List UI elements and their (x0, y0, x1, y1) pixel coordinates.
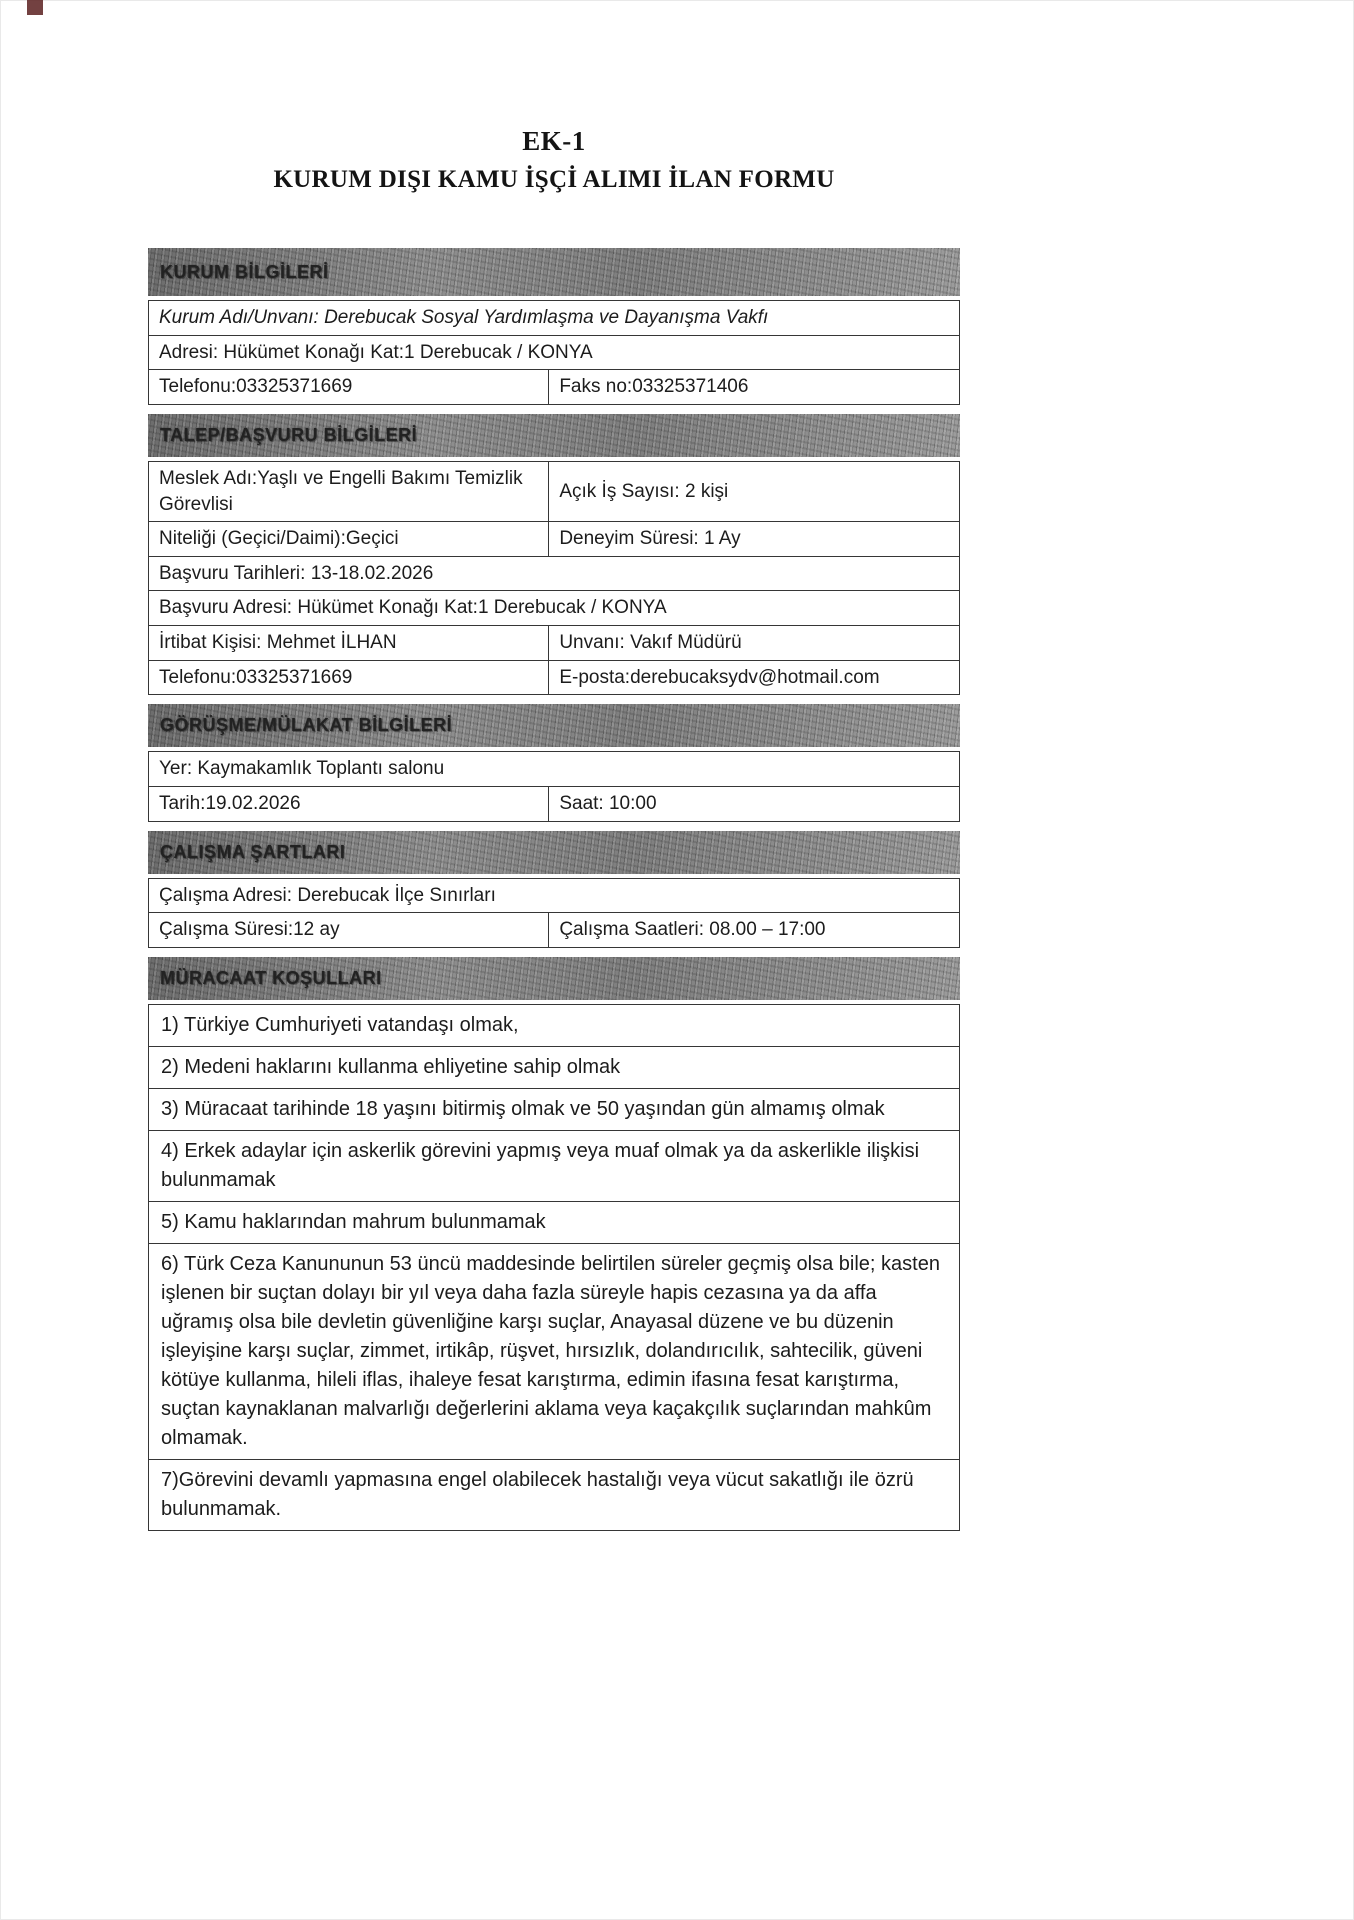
kurum-adi-cell: Kurum Adı/Unvanı: Derebucak Sosyal Yardımlaşma ve Dayanışma Vakfı (159, 307, 769, 328)
table-row (149, 752, 959, 787)
list-item: 4) Erkek adaylar için askerlik görevini yapmış veya muaf olmak ya da askerlikle ilişkisi bulunmamak (149, 1131, 959, 1202)
title-block (148, 126, 960, 194)
scan-artifact-mark (27, 0, 43, 15)
section-header-kurum-bilgileri: KURUM BİLGİLERİ (148, 248, 960, 296)
table-row (149, 522, 959, 557)
yer-cell: Yer: Kaymakamlık Toplantı salonu (159, 758, 445, 780)
meslek-adi-cell: Meslek Adı:Yaşlı ve Engelli Bakımı Temizlik Görevlisi (159, 467, 523, 515)
basvuru-tarihleri-cell: Başvuru Tarihleri: 13-18.02.2026 (159, 562, 434, 584)
adres-cell: Adresi: Hükümet Konağı Kat:1 Derebucak / KONYA (159, 341, 593, 363)
section-header-calisma-sartlari: ÇALIŞMA ŞARTLARI (148, 831, 960, 874)
form-table (148, 248, 960, 1531)
form-code: EK-1 (522, 126, 586, 156)
saat-cell: Saat: 10:00 (548, 787, 959, 821)
table-row (149, 462, 959, 522)
calisma-adresi-cell: Çalışma Adresi: Derebucak İlçe Sınırları (159, 884, 496, 906)
kurum-bilgileri-section (148, 300, 960, 405)
section-header-talep-basvuru: TALEP/BAŞVURU BİLGİLERİ (148, 414, 960, 457)
gorusme-mulakat-section (148, 751, 960, 821)
muracaat-kosullari-section (148, 1004, 960, 1531)
list-item: 6) Türk Ceza Kanununun 53 üncü maddesinde belirtilen süreler geçmiş olsa bile; kasten işlenen bir suçtan dolayı bir yıl veya daha fazla süreyle hapis cezasına ya da affa uğramış olsa bile devletin güvenliğine karşı suçlar, Anayasal düzene ve bu düzenin işleyişine karşı suçlar, zimmet, irtikâp, rüşvet, hırsızlık, dolandırıcılık, sahtecilik, güveni kötüye kullanma, hileli iflas, ihaleye fesat karıştırma, edimin ifasına fesat karıştırma, suçtan kaynaklanan malvarlığı değerlerini aklama veya kaçakçılık suçlarından mahkûm olmamak. (149, 1244, 959, 1460)
table-row (149, 370, 959, 404)
section-header-gorusme-mulakat: GÖRÜŞME/MÜLAKAT BİLGİLERİ (148, 704, 960, 747)
table-row (149, 336, 959, 371)
faks-cell: Faks no:03325371406 (548, 370, 959, 404)
table-row (149, 301, 959, 336)
table-row (149, 787, 959, 821)
table-row (149, 661, 959, 695)
tarih-cell: Tarih:19.02.2026 (159, 793, 301, 815)
deneyim-suresi-cell: Deneyim Süresi: 1 Ay (548, 522, 959, 556)
table-row (149, 557, 959, 592)
telefon-cell: Telefonu:03325371669 (159, 376, 353, 398)
list-item: 1) Türkiye Cumhuriyeti vatandaşı olmak, (149, 1005, 959, 1047)
eposta-cell: E-posta:derebucaksydv@hotmail.com (548, 661, 959, 695)
telefon-cell: Telefonu:03325371669 (159, 666, 353, 688)
list-item: 5) Kamu haklarından mahrum bulunmamak (149, 1202, 959, 1244)
list-item: 7)Görevini devamlı yapmasına engel olabilecek hastalığı veya vücut sakatlığı ile özrü bulunmamak. (161, 1468, 914, 1520)
calisma-saatleri-cell: Çalışma Saatleri: 08.00 – 17:00 (548, 913, 959, 947)
table-row (149, 879, 959, 914)
unvani-cell: Unvanı: Vakıf Müdürü (548, 626, 959, 660)
page-title: KURUM DIŞI KAMU İŞÇİ ALIMI İLAN FORMU (273, 166, 835, 193)
section-header-muracaat-kosullari: MÜRACAAT KOŞULLARI (148, 957, 960, 1000)
list-item: 2) Medeni haklarını kullanma ehliyetine sahip olmak (149, 1047, 959, 1089)
calisma-sartlari-section (148, 878, 960, 948)
irtibat-kisisi-cell: İrtibat Kişisi: Mehmet İLHAN (159, 632, 397, 654)
niteligi-cell: Niteliği (Geçici/Daimi):Geçici (159, 528, 399, 550)
calisma-suresi-cell: Çalışma Süresi:12 ay (159, 919, 340, 941)
table-row (149, 591, 959, 626)
table-row (149, 626, 959, 661)
talep-basvuru-section (148, 461, 960, 695)
list-item: 3) Müracaat tarihinde 18 yaşını bitirmiş olmak ve 50 yaşından gün almamış olmak (149, 1089, 959, 1131)
table-row (149, 913, 959, 947)
acik-is-sayisi-cell: Açık İş Sayısı: 2 kişi (548, 462, 959, 521)
basvuru-adresi-cell: Başvuru Adresi: Hükümet Konağı Kat:1 Derebucak / KONYA (159, 597, 667, 619)
